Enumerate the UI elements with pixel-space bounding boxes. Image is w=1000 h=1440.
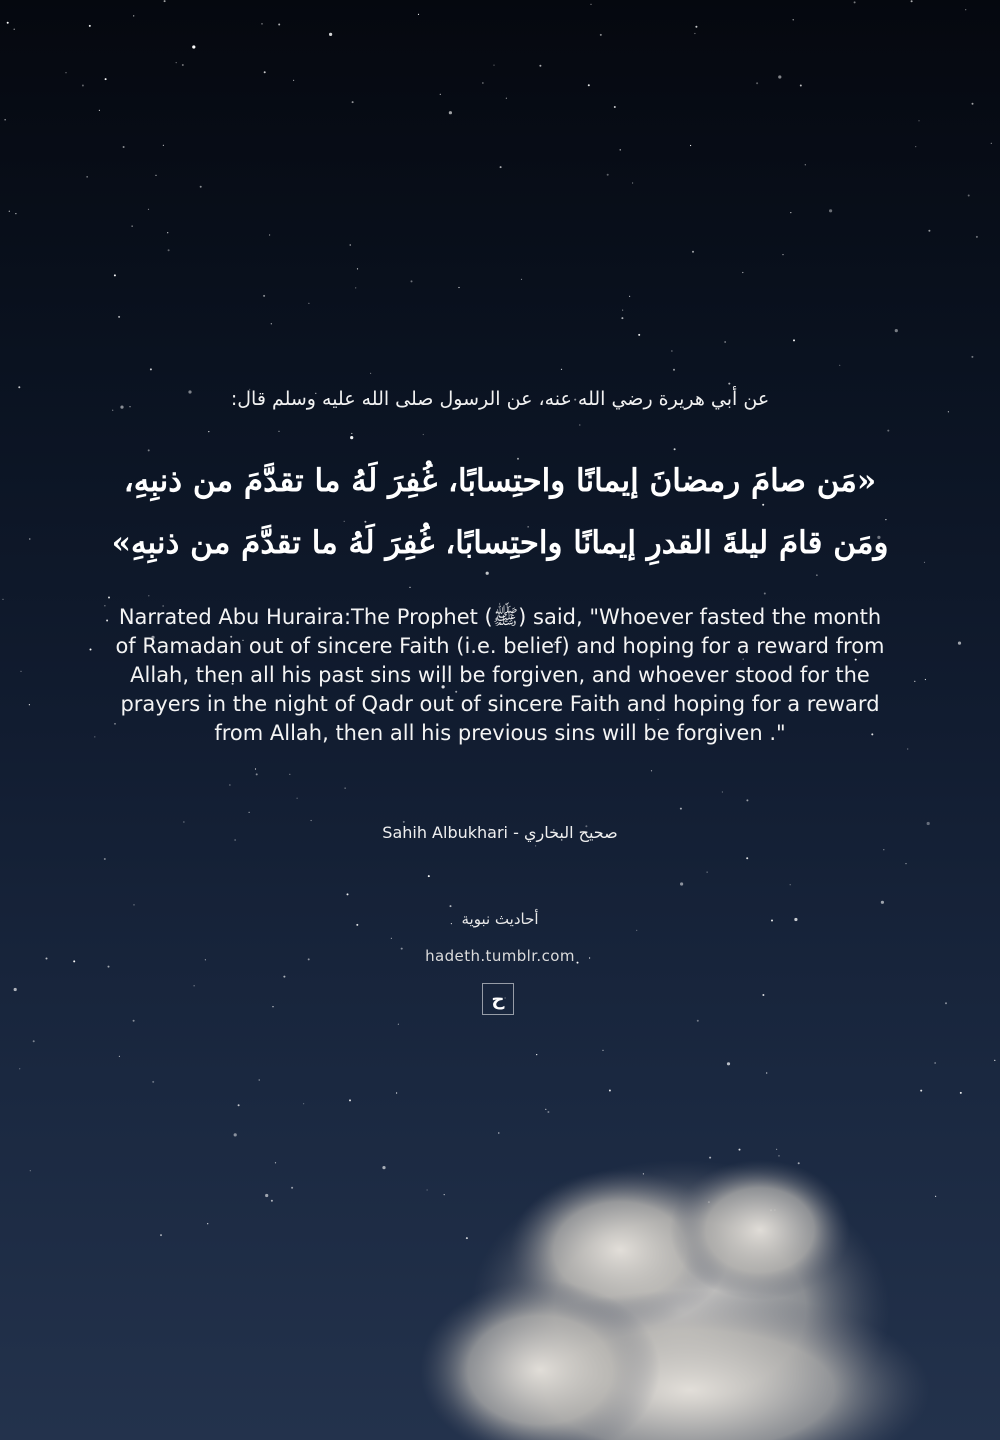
star [148,595,149,596]
star [766,1072,767,1073]
star [976,236,978,238]
star [673,369,675,371]
star [119,1056,120,1057]
star [536,1054,537,1055]
star [133,15,134,16]
star [152,1081,154,1083]
star [680,882,683,885]
star [829,209,832,212]
star [972,103,974,105]
star [907,748,908,749]
star [278,431,279,432]
star [632,182,633,183]
source-english: Sahih Albukhari [382,823,508,842]
star [123,146,125,148]
star [764,593,766,595]
star [935,1062,936,1063]
star [588,84,590,86]
star [671,350,672,351]
star [725,341,726,342]
star [283,976,285,978]
star [14,988,17,991]
star [349,1099,351,1101]
star [680,808,682,810]
star [905,863,906,864]
star [370,373,371,374]
star [498,1132,499,1133]
hadith-source [0,823,1000,842]
star [709,1157,711,1159]
star [782,254,783,255]
star [958,642,961,645]
star [265,1194,268,1197]
star [458,287,459,288]
star [133,904,134,905]
star [350,244,351,245]
star [99,110,100,111]
star [272,1006,273,1007]
site-arabic-name: أحاديث نبوية [461,910,539,928]
star [500,166,502,168]
star [90,649,92,651]
star [87,176,88,177]
star [742,272,743,273]
star [264,71,266,73]
star [168,249,170,251]
star [155,175,156,176]
star [303,1103,304,1104]
star [164,0,166,2]
star [106,620,108,622]
star [271,1200,273,1202]
star [29,704,30,705]
star [263,295,265,297]
star [609,1090,611,1092]
hadith-arabic-line-2: ومَن قامَ ليلةَ القدرِ إيمانًا واحتِسابًا، غُفِرَ لَهُ ما تقدَّمَ من ذنبِهِ» [111,525,889,561]
star [928,230,930,232]
star [636,930,637,931]
star [739,1149,741,1151]
star [800,85,802,87]
star [925,679,926,680]
star [207,1223,208,1224]
star [887,430,889,432]
star [82,85,84,87]
star [391,938,392,939]
star [30,1170,31,1171]
star [104,858,106,860]
star [911,0,913,2]
star [234,1133,237,1136]
hadith-arabic-line-1: «مَن صامَ رمضانَ إيمانًا واحتِسابًا، غُفِرَ لَهُ ما تقدَّمَ من ذنبِهِ، [123,463,877,499]
star [160,1234,162,1236]
star [638,334,640,336]
star [590,4,591,5]
star [249,812,250,813]
star [651,770,652,771]
star [506,98,507,99]
star [311,820,312,821]
star [622,310,623,311]
star [746,799,748,801]
star [194,985,195,986]
star [971,356,973,358]
star [692,251,694,253]
star [271,323,272,324]
star [728,383,730,385]
star [133,1020,135,1022]
star [396,1092,397,1093]
star [148,209,149,210]
star [756,82,758,84]
star [793,19,794,20]
star [915,146,916,147]
star [105,78,107,80]
star [545,1109,546,1110]
star [945,1002,947,1004]
star [89,25,91,27]
star [293,80,294,81]
star [883,849,884,850]
source-separator: - [507,823,524,842]
star [411,280,413,282]
star [960,1092,962,1094]
star [920,1090,922,1092]
star [409,587,410,588]
star [881,901,884,904]
star [918,120,919,121]
star [114,274,116,276]
star [329,33,332,36]
star [238,1104,240,1106]
star [163,145,164,146]
star [535,845,536,846]
star [2,599,3,600]
star [449,111,452,114]
star [816,575,817,576]
star [690,145,691,146]
star [65,72,66,73]
star [347,893,349,895]
logo-glyph: ح [491,988,505,1010]
star [428,875,430,877]
star [547,1111,549,1113]
star [94,736,95,737]
hadith-english-translation: Narrated Abu Huraira:The Prophet (ﷺ) said, "Whoever fasted the month of Ramadan out of sincere Faith (i.e. belief) and hoping for a reward from Allah, then all his past sins will be forgiven, and whoever stood for the prayers in the night of Qadr out of sincere Faith and hoping for a reward from Allah, then all his previous sins will be forgiven ." [115,605,885,745]
star [255,768,256,769]
star [9,211,10,212]
star [620,149,621,150]
star [778,1155,779,1156]
star [694,33,695,34]
star [746,857,748,859]
star [352,101,354,103]
star [621,317,623,319]
star [208,431,209,432]
star [948,411,949,412]
star [722,791,723,792]
star [200,186,202,188]
star [7,22,9,24]
star [176,62,177,63]
star [167,232,168,233]
star [444,1194,445,1195]
star [466,1237,468,1239]
star [351,433,352,434]
cloud [420,1160,930,1440]
star [798,1162,800,1164]
star [382,1166,385,1169]
star [600,34,602,36]
hadith-intro: عن أبي هريرة رضي الله عنه، عن الرسول صلى الله عليه وسلم قال: [230,388,770,410]
star [561,369,562,370]
star [493,65,494,66]
star [355,287,356,288]
star [308,303,309,304]
star [278,24,280,26]
star [727,1062,730,1065]
star [398,1024,399,1025]
star [695,26,697,28]
star [539,65,541,67]
site-url: hadeth.tumblr.com [425,947,575,965]
star [104,605,105,606]
star [935,1196,936,1197]
star [427,1189,428,1190]
star [261,23,262,24]
star [33,1040,35,1042]
star [607,174,609,176]
star [229,784,230,785]
star [629,296,630,297]
star [762,994,764,996]
star [118,316,120,318]
star [289,774,290,775]
site-logo-icon [482,983,514,1015]
star [968,195,970,197]
star [450,905,452,907]
star [357,268,358,269]
star [132,226,133,227]
star [965,9,966,10]
star [256,773,258,775]
star [108,597,110,599]
star [790,884,791,885]
star [259,1079,260,1080]
star [418,14,419,15]
star [614,106,616,108]
star [991,143,992,144]
star [579,424,580,425]
star [697,1020,699,1022]
star [854,1,856,3]
star [297,798,298,799]
star [482,82,483,83]
star [350,436,353,439]
star [20,671,21,672]
star [150,368,152,370]
star [895,329,898,332]
star [345,788,346,789]
star [776,1149,777,1150]
star [707,872,708,873]
star [602,1050,603,1051]
star [839,365,840,366]
star [790,212,791,213]
star [15,213,16,214]
star [269,234,270,235]
star [778,75,781,78]
star [275,1162,276,1163]
star [108,966,110,968]
hadith-arabic-text [0,450,1000,574]
star [793,339,795,341]
star [521,279,522,280]
source-arabic: صحيح البخاري [523,823,618,842]
star [805,164,806,165]
star [423,434,424,435]
star [192,45,195,48]
star [440,94,441,95]
star [14,29,15,30]
star [914,681,915,682]
star [19,1068,20,1069]
star [291,1187,293,1189]
star [994,1060,995,1061]
star [182,64,184,66]
star [5,119,6,120]
